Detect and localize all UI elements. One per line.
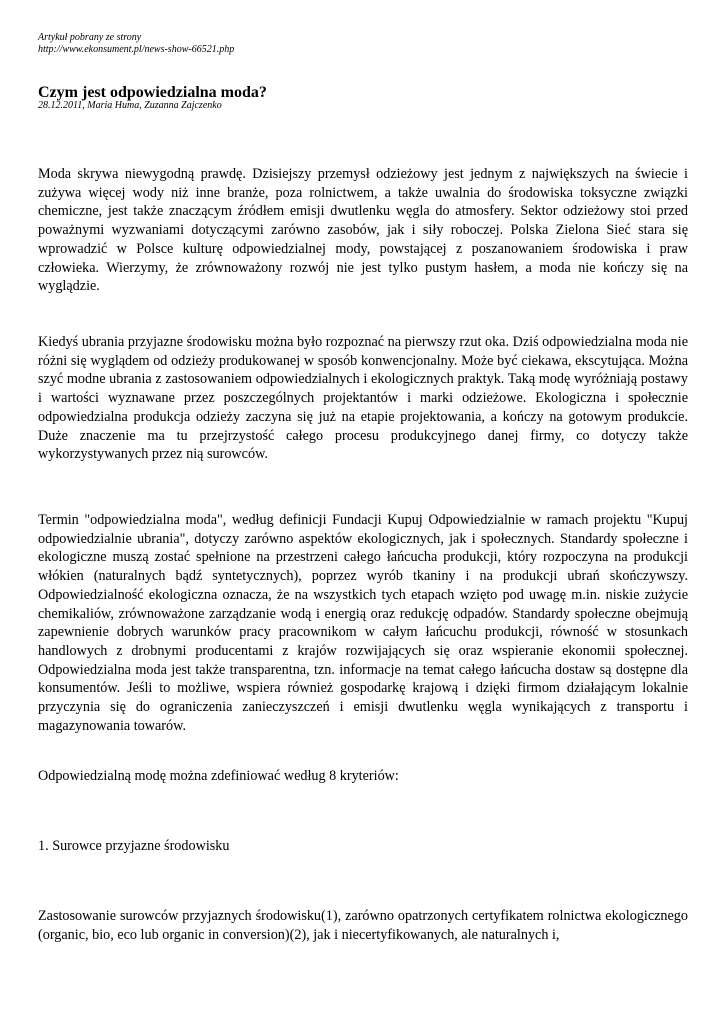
paragraph: Moda skrywa niewygodną prawdę. Dzisiejszy przemysł odzieżowy jest jednym z największych na świecie i zużywa więcej wody niż inne branże, poza rolnictwem, a także uwalnia do środowiska toksyczne związki chemiczne, jest także znaczącym źródłem emisji dwutlenku węgla do atmosfery. Sektor odzieżowy stoi przed poważnymi wyzwaniami dotyczącymi zarówno zasobów, jak i siły roboczej. Polska Zielona Sieć stara się wprowadzić w Polsce kulturę odpowiedzialnej mody, powstającej z poszanowaniem środowiska i praw człowieka. Wierzymy, że zrównoważony rozwój nie jest tylko pustym hasłem, a moda nie kończy się na wyglądzie. xyxy=(38,166,688,295)
source-label: Artykuł pobrany ze strony xyxy=(38,32,142,43)
paragraph: Kiedyś ubrania przyjazne środowisku można było rozpoznać na pierwszy rzut oka. Dziś odpowiedzialna moda nie różni się wyglądem od odzieży produkowanej w sposób konwencjonalny. Może być ciekawa, ekscytująca. Można szyć modne ubrania z zastosowaniem odpowiedzialnych i ekologicznych praktyk. Taką modę wyróżniają postawy i wartości wyznawane przez poszczególnych projektantów i marki odzieżowe. Ekologiczna i społecznie odpowiedzialna produkcja odzieży zaczyna się już na etapie projektowania, a kończy na gotowym produkcie. Duże znaczenie ma tu przejrzystość całego procesu produkcyjnego danej firmy, co dotyczy także wykorzystywanych przez nią surowców. xyxy=(38,334,688,463)
paragraph: Zastosowanie surowców przyjaznych środowisku(1), zarówno opatrzonych certyfikatem rolnictwa ekologicznego (organic, bio, eco lub organic in conversion)(2), jak i niecertyfikowanych, ale naturalnych i, xyxy=(38,908,688,943)
article-title: Czym jest odpowiedzialna moda? xyxy=(38,84,267,101)
source-info xyxy=(38,32,234,56)
paragraph: Odpowiedzialną modę można zdefiniować według 8 kryteriów: xyxy=(38,768,399,784)
source-url: http://www.ekonsument.pl/news-show-66521.php xyxy=(38,44,235,55)
section-heading: 1. Surowce przyjazne środowisku xyxy=(38,838,230,854)
paragraph: Termin "odpowiedzialna moda", według definicji Fundacji Kupuj Odpowiedzialnie w ramach projektu "Kupuj odpowiedzialnie ubrania", dotyczy zarówno aspektów ekologicznych, jak i społecznych. Standardy społeczne i ekologiczne muszą zostać spełnione na przestrzeni całego łańcucha produkcji, który rozpoczyna na produkcji włókien (naturalnych bądź syntetycznych), poprzez wyrób tkaniny i na produkcji ubrań skończywszy. Odpowiedzialność ekologiczna oznacza, że na wszystkich tych etapach wzięto pod uwagę m.in. niskie zużycie chemikaliów, zrównoważone zarządzanie wodą i energią oraz redukcję odpadów. Standardy społeczne obejmują zapewnienie dobrych warunków pracy pracownikom w całym łańcuchu produkcji, równość w stosunkach handlowych z drobnymi producentami z krajów rozwijających się oraz wspieranie ekonomii społecznej. Odpowiedzialna moda jest także transparentna, tzn. informacje na temat całego łańcucha dostaw są dostępne dla konsumentów. Jeśli to możliwe, wspiera również gospodarkę krajową i dzięki firmom działającym lokalnie przyczynia się do ograniczenia zanieczyszczeń i emisji dwutlenku węgla wynikających z transportu i magazynowania towarów. xyxy=(38,512,688,734)
article-byline: 28.12.2011, Maria Huma, Zuzanna Zajczenko xyxy=(38,100,222,111)
